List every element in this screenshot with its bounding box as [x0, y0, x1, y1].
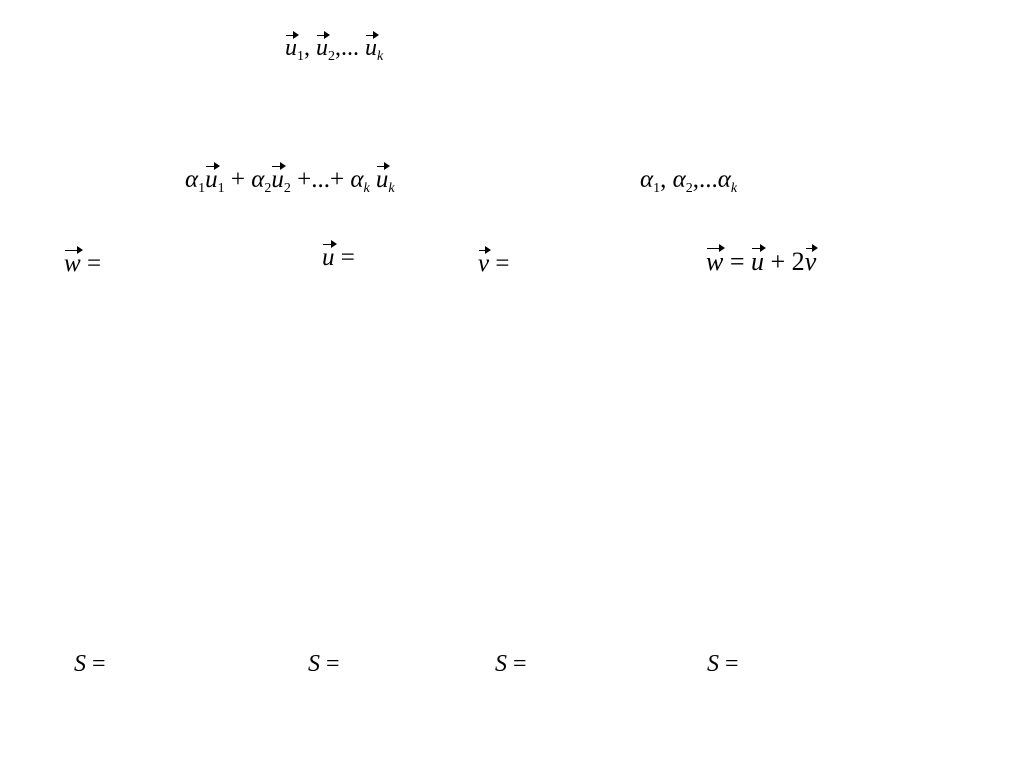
- alphas-formula: $\alpha_1$, $\alpha_2,...\alpha_k$: [640, 166, 738, 196]
- vector-list-formula: $u_1$, $u_2$,... $u_k$: [285, 35, 384, 64]
- set-4-label: S =: [707, 651, 739, 677]
- v-equals: v =: [478, 250, 510, 277]
- linear-combination-formula: $\alpha_1u_1 + \alpha_2u_2$ +...+ $\alpha_k$ $u_k$: [185, 166, 395, 196]
- set-2-label: S =: [308, 651, 340, 677]
- w-equals: w =: [64, 250, 102, 277]
- w-equals-u-plus-2v: w = u + 2v: [706, 247, 817, 276]
- set-3-label: S =: [495, 651, 527, 677]
- set-1-label: S =: [74, 651, 106, 677]
- u-equals: u =: [322, 244, 355, 271]
